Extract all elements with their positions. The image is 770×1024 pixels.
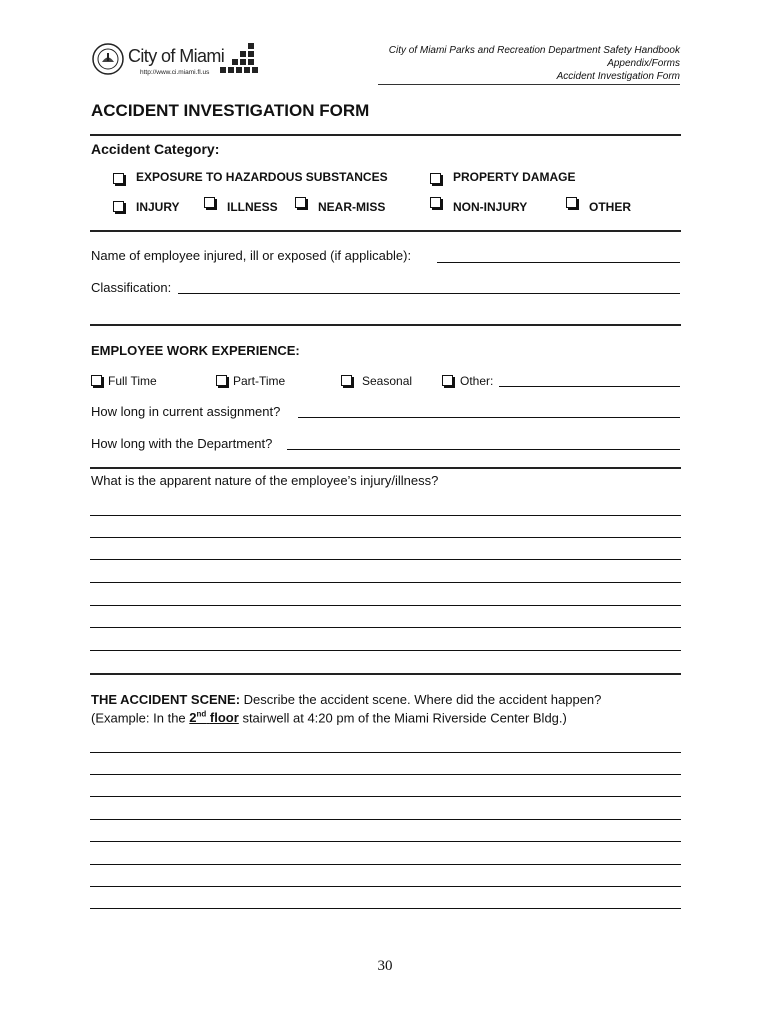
- page-number: 30: [377, 958, 393, 974]
- header-rule: [378, 84, 680, 85]
- nature-answer-line[interactable]: [90, 582, 681, 583]
- section-rule: [90, 467, 681, 469]
- scene-answer-line[interactable]: [90, 796, 681, 797]
- scene-question: [91, 692, 601, 707]
- header-form-name: Accident Investigation Form: [556, 71, 680, 82]
- city-logo: [92, 43, 262, 83]
- injury-label: INJURY: [136, 200, 180, 214]
- part-time-label: Part-Time: [233, 374, 286, 388]
- logo-blocks-icon: [220, 43, 262, 77]
- nature-question: What is the apparent nature of the employee’s injury/illness?: [91, 473, 439, 488]
- nature-answer-line[interactable]: [90, 650, 681, 651]
- category-heading: Accident Category:: [91, 141, 220, 157]
- full-time-label: Full Time: [108, 374, 157, 388]
- non-injury-checkbox[interactable]: [430, 197, 441, 208]
- other-experience-checkbox[interactable]: [442, 375, 453, 386]
- scene-question-text: Describe the accident scene. Where did the accident happen?: [243, 692, 602, 707]
- seasonal-label: Seasonal: [362, 374, 413, 388]
- logo-name: City of Miami: [128, 46, 225, 66]
- scene-answer-line[interactable]: [90, 908, 681, 909]
- scene-answer-line[interactable]: [90, 864, 681, 865]
- section-rule: [90, 324, 681, 326]
- illness-checkbox[interactable]: [204, 197, 215, 208]
- section-rule: [90, 230, 681, 232]
- employee-name-field[interactable]: [437, 262, 680, 263]
- nature-answer-line[interactable]: [90, 559, 681, 560]
- classification-field[interactable]: [178, 293, 680, 294]
- scene-answer-line[interactable]: [90, 774, 681, 775]
- injury-checkbox[interactable]: [113, 201, 124, 212]
- nature-answer-line[interactable]: [90, 537, 681, 538]
- with-department-field[interactable]: [287, 449, 680, 450]
- non-injury-label: NON-INJURY: [453, 200, 528, 214]
- section-rule: [90, 134, 681, 136]
- form-title: ACCIDENT INVESTIGATION FORM: [91, 101, 370, 120]
- near-miss-label: NEAR-MISS: [318, 200, 386, 214]
- exposure-label: EXPOSURE TO HAZARDOUS SUBSTANCES: [136, 170, 388, 184]
- header-handbook: City of Miami Parks and Recreation Department Safety Handbook: [388, 45, 680, 56]
- current-assignment-field[interactable]: [298, 417, 680, 418]
- scene-answer-line[interactable]: [90, 886, 681, 887]
- scene-example: [91, 710, 567, 725]
- scene-example-suffix: stairwell at 4:20 pm of the Miami Riverside Center Bldg.): [242, 710, 567, 726]
- with-department-label: How long with the Department?: [91, 436, 273, 451]
- part-time-checkbox[interactable]: [216, 375, 227, 386]
- classification-label: Classification:: [91, 280, 172, 295]
- scene-answer-line[interactable]: [90, 819, 681, 820]
- scene-example-floor: 2nd floor: [189, 710, 239, 726]
- scene-example-prefix: (Example: In the: [91, 710, 186, 726]
- exposure-checkbox[interactable]: [113, 173, 124, 184]
- city-seal-icon: [92, 43, 124, 75]
- nature-answer-line[interactable]: [90, 605, 681, 606]
- current-assignment-label: How long in current assignment?: [91, 404, 281, 419]
- full-time-checkbox[interactable]: [91, 375, 102, 386]
- property-damage-label: PROPERTY DAMAGE: [453, 170, 576, 184]
- other-experience-field[interactable]: [499, 386, 680, 387]
- scene-answer-line[interactable]: [90, 841, 681, 842]
- section-rule: [90, 673, 681, 675]
- other-category-checkbox[interactable]: [566, 197, 577, 208]
- illness-label: ILLNESS: [227, 200, 278, 214]
- nature-answer-line[interactable]: [90, 627, 681, 628]
- logo-url: http://www.ci.miami.fl.us: [140, 69, 210, 76]
- header-section: Appendix/Forms: [607, 58, 680, 69]
- property-damage-checkbox[interactable]: [430, 173, 441, 184]
- nature-answer-line[interactable]: [90, 515, 681, 516]
- employee-name-label: Name of employee injured, ill or exposed (if applicable):: [91, 248, 412, 263]
- other-experience-label: Other:: [460, 374, 494, 388]
- scene-label: THE ACCIDENT SCENE:: [91, 692, 241, 707]
- near-miss-checkbox[interactable]: [295, 197, 306, 208]
- experience-heading: EMPLOYEE WORK EXPERIENCE:: [91, 343, 300, 358]
- other-category-label: OTHER: [589, 200, 631, 214]
- seasonal-checkbox[interactable]: [341, 375, 352, 386]
- scene-answer-line[interactable]: [90, 752, 681, 753]
